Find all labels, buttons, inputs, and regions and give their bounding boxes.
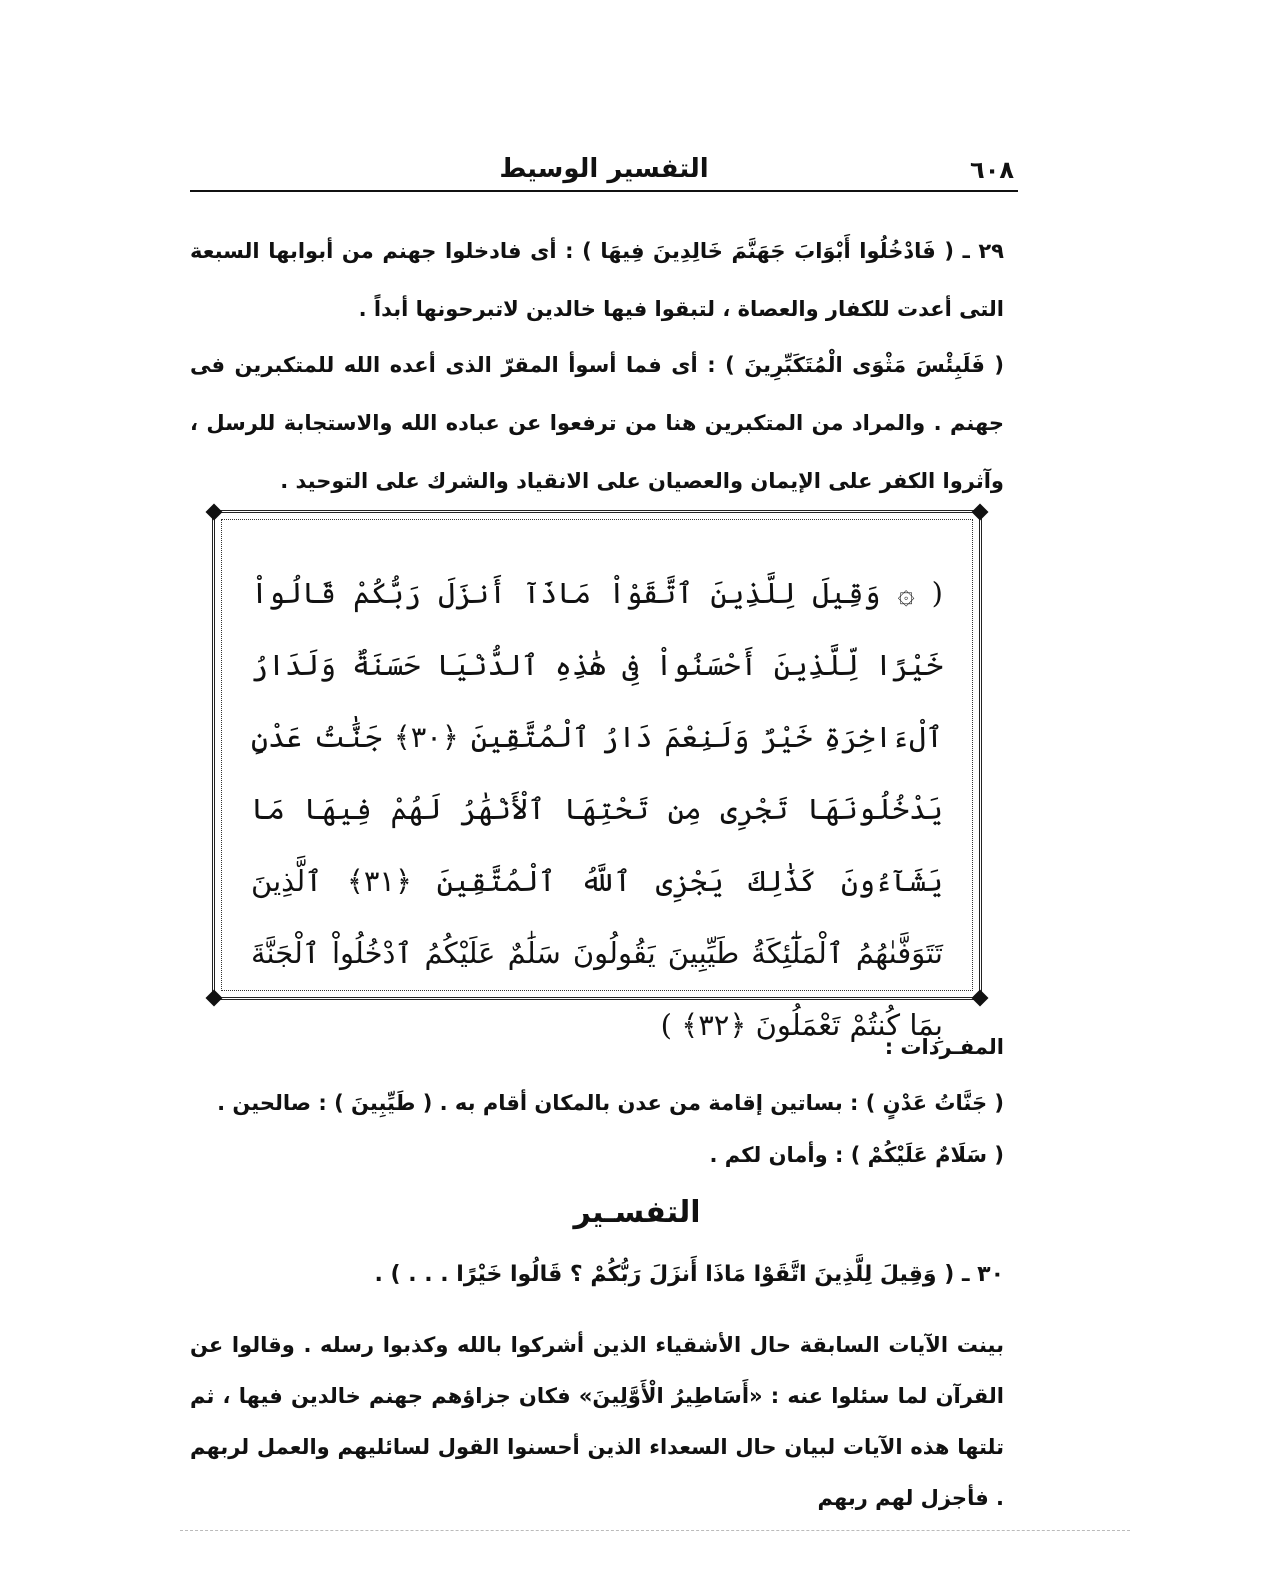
paragraph-mutakabbirin: ( فَلَبِئْسَ مَثْوَى الْمُتَكَبِّرِينَ ) : أى فما أسوأ المقرّ الذى أعده الله للمتكبرين فى جهنم . والمراد من المتكبرين هنا من ترفعوا عن عباده الله والاستجابة للرسل ، وآثروا الكفر على الإيمان والعصيان على الانقياد والشرك على التوحيد .: [190, 353, 1004, 493]
running-header: [190, 150, 1018, 190]
vocabulary-heading: المفـردات :: [884, 1035, 1004, 1059]
page-number: ٦٠٨: [970, 156, 1014, 184]
paragraph-tafsir: بينت الآيات السابقة حال الأشقياء الذين أشركوا بالله وكذبوا رسله . وقالوا عن القرآن لما سئلوا عنه : «أَسَاطِيرُ الْأَوَّلِينَ» فكان جزاؤهم جهنم خالدين فيها ، ثم تلتها هذه الآيات لبيان حال السعداء الذين أحسنوا القول لسائليهم والعمل لربهم . فأجزل لهم ربهم: [190, 1333, 1004, 1510]
page-bottom-edge: [180, 1530, 1130, 1531]
vocabulary-line: ( جَنَّاتُ عَدْنٍ ) : بساتين إقامة من عدن بالمكان أقام به . ( طَيِّبِينَ ) : صالحين .: [217, 1091, 1004, 1115]
vocabulary-line: ( سَلَامٌ عَلَيْكُمْ ) : وأمان لكم .: [709, 1143, 1004, 1167]
quran-verse-frame: [212, 510, 982, 1042]
paragraph-verse-29: ٢٩ ـ ( فَادْخُلُوا أَبْوَابَ جَهَنَّمَ خَالِدِينَ فِيهَا ) : أى فادخلوا جهنم من أبوابها السبعة التى أعدت للكفار والعصاة ، لتبقوا فيها خالدين لاتبرحونها أبداً .: [190, 239, 1004, 321]
book-title: التفسير الوسيط: [499, 154, 709, 184]
vocabulary-block: [190, 1077, 1004, 1181]
tafsir-heading: التفسـير: [573, 1195, 701, 1230]
frame-corner-ornament: [206, 990, 223, 1007]
frame-corner-ornament: [972, 990, 989, 1007]
header-rule: [190, 190, 1018, 192]
verse-30-reference: ٣٠ ـ ( وَقِيلَ لِلَّذِينَ اتَّقَوْا مَاذَا أَنزَلَ رَبُّكُمْ ؟ قَالُوا خَيْرًا . . . ) .: [374, 1262, 1004, 1287]
quran-verses-text: ( ۞ وَقِيلَ لِلَّذِينَ ٱتَّقَوْاْ مَاذَآ أَنزَلَ رَبُّكُمْ قَالُواْ خَيْرًا لِّلَّذِينَ أَحْسَنُواْ فِى هَٰذِهِ ٱلدُّنْيَا حَسَنَةٌ وَلَدَارُ ٱلْءَاخِرَةِ خَيْرٌ وَلَنِعْمَ دَارُ ٱلْمُتَّقِينَ ﴿٣٠﴾ جَنَّٰتُ عَدْنٍ يَدْخُلُونَهَا تَجْرِى مِن تَحْتِهَا ٱلْأَنْهَٰرُ لَهُمْ فِيهَا مَا يَشَآءُونَ كَذَٰلِكَ يَجْزِى ٱللَّهُ ٱلْمُتَّقِينَ ﴿٣١﴾ ٱلَّذِينَ تَتَوَفَّىٰهُمُ ٱلْمَلَٰٓئِكَةُ طَيِّبِينَ يَقُولُونَ سَلَٰمٌ عَلَيْكُمُ ٱدْخُلُواْ ٱلْجَنَّةَ بِمَا كُنتُمْ تَعْمَلُونَ ﴿٣٢﴾ ): [251, 576, 944, 1042]
